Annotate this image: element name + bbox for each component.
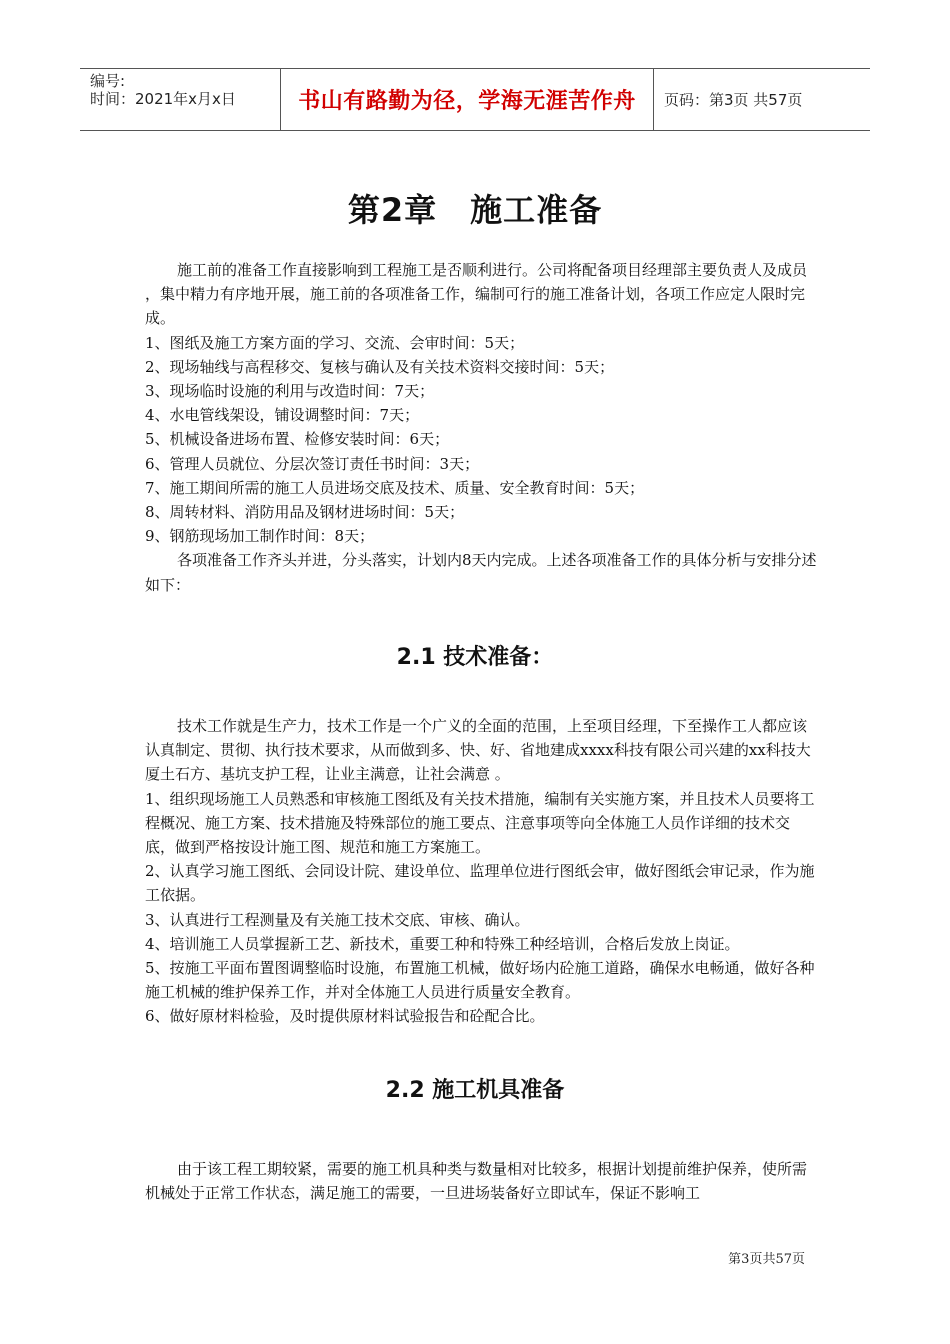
list-item: 6、做好原材料检验，及时提供原材料试验报告和砼配合比。: [145, 1007, 545, 1026]
list-item: 4、培训施工人员掌握新工艺、新技术，重要工种和特殊工种经培训，合格后发放上岗证。: [145, 934, 740, 953]
list-item: 5、按施工平面布置图调整临时设施，布置施工机械，做好场内砼施工道路，确保水电畅通，做好各种施工机械的维护保养工作，并对全体施工人员进行质量安全教育。: [145, 959, 815, 1002]
list-item: 3、现场临时设施的利用与改造时间：7天；: [145, 382, 435, 401]
document-date-label: 时间：2021年x月x日: [90, 90, 236, 108]
page-footer: 第3页共57页: [728, 1252, 805, 1267]
intro-section: [145, 258, 817, 597]
intro-paragraph: 施工前的准备工作直接影响到工程施工是否顺利进行。公司将配备项目经理部主要负责人及成员 ，集中精力有序地开展，施工前的各项准备工作，编制可行的施工准备计划，各项工作应定人限时完成。: [145, 261, 808, 328]
list-item: 3、认真进行工程测量及有关施工技术交底、审核、确认。: [145, 910, 530, 929]
document-number-label: 编号:: [90, 72, 126, 90]
list-item: 4、水电管线架设，铺设调整时间：7天；: [145, 406, 420, 425]
chapter-title: 第2章 施工准备: [347, 191, 603, 229]
list-item: 9、钢筋现场加工制作时间：8天；: [145, 527, 375, 546]
header-motto: 书山有路勤为径，学海无涯苦作舟: [281, 69, 654, 130]
technical-section: [145, 714, 817, 1029]
list-item: 5、机械设备进场布置、检修安装时间：6天；: [145, 430, 450, 449]
equipment-paragraph: 由于该工程工期较紧，需要的施工机具种类与数量相对比较多，根据计划提前维护保养，使所需机械处于正常工作状态，满足施工的需要，一旦进场装备好立即试车，保证不影响工: [145, 1160, 808, 1203]
header-meta: [80, 69, 281, 130]
document-header: [80, 68, 870, 131]
equipment-section: [145, 1157, 817, 1205]
list-item: 7、施工期间所需的施工人员进场交底及技术、质量、安全教育时间：5天；: [145, 478, 645, 497]
list-item: 2、现场轴线与高程移交、复核与确认及有关技术资料交接时间：5天；: [145, 357, 615, 376]
list-item: 1、图纸及施工方案方面的学习、交流、会审时间：5天；: [145, 333, 525, 352]
list-item: 2、认真学习施工图纸、会同设计院、建设单位、监理单位进行图纸会审，做好图纸会审记录，作为施工依据。: [145, 862, 815, 905]
section-title-equipment: 2.2 施工机具准备: [385, 1078, 565, 1103]
intro-summary-paragraph: 各项准备工作齐头并进，分头落实，计划内8天内完成。上述各项准备工作的具体分析与安排分述如下：: [145, 551, 817, 594]
list-item: 1、组织现场施工人员熟悉和审核施工图纸及有关技术措施，编制有关实施方案，并且技术人员要将工程概况、施工方案、技术措施及特殊部位的施工要点、注意事项等向全体施工人员作详细的技术交底，做到严格按设计施工图、规范和施工方案施工。: [145, 789, 815, 857]
list-item: 8、周转材料、消防用品及钢材进场时间：5天；: [145, 503, 465, 522]
list-item: 6、管理人员就位、分层次签订责任书时间：3天；: [145, 454, 480, 473]
technical-paragraph: 技术工作就是生产力，技术工作是一个广义的全面的范围，上至项目经理，下至操作工人都应该认真制定、贯彻、执行技术要求，从而做到多、快、好、省地建成xxxx科技有限公司兴建的xx科技大厦土石方、基坑支护工程，让业主满意，让社会满意 。: [145, 717, 811, 784]
header-page-info: 页码：第3页 共57页: [664, 91, 803, 109]
section-title-technical: 2.1 技术准备：: [396, 645, 554, 670]
